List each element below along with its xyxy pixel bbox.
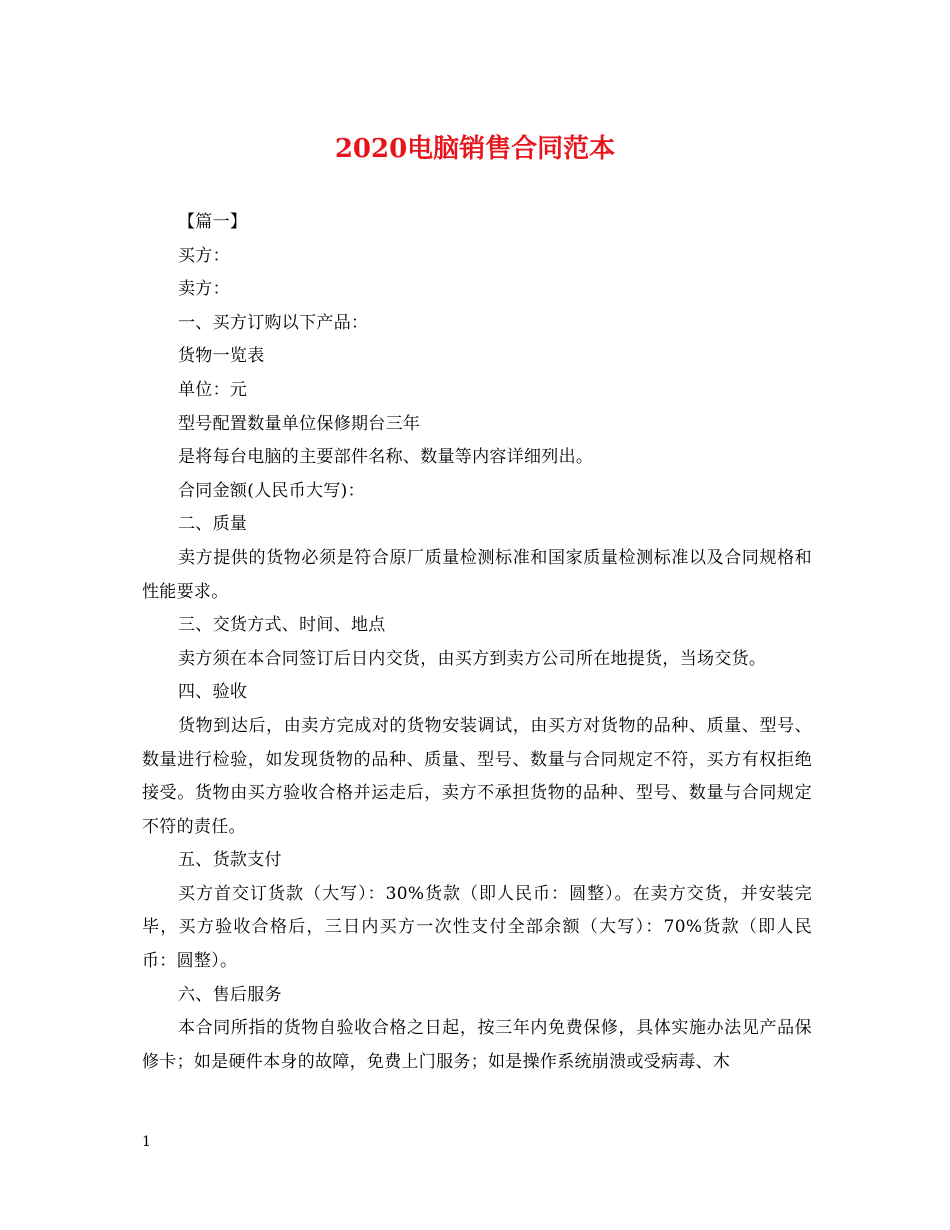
clause-heading-delivery: 三、交货方式、时间、地点 xyxy=(178,615,386,636)
acceptance-paragraph: 货物到达后，由卖方完成对的货物安装调试，由买方对货物的品种、质量、型号、数量进行检验，如发现货物的品种、质量、型号、数量与合同规定不符，买方有权拒绝接受。货物由买方验收合格并运走后，卖方不承担货物的品种、型号、数量与合同规定不符的责任。 xyxy=(142,715,812,837)
unit-line: 单位：元 xyxy=(178,379,248,400)
delivery-paragraph: 卖方须在本合同签订后日内交货，由买方到卖方公司所在地提货，当场交货。 xyxy=(178,648,767,669)
clause-heading-products: 一、买方订购以下产品： xyxy=(178,312,369,333)
section-label: 【篇一】 xyxy=(178,212,248,232)
buyer-line: 买方： xyxy=(178,245,230,266)
document-body xyxy=(142,206,812,1079)
clause-heading-after-sales: 六、售后服务 xyxy=(178,984,282,1005)
contract-amount-line: 合同金额(人民币大写)： xyxy=(178,480,365,501)
goods-list-label: 货物一览表 xyxy=(178,346,265,367)
clause-heading-quality: 二、质量 xyxy=(178,514,248,535)
seller-line: 卖方： xyxy=(178,279,230,300)
page-number: 1 xyxy=(142,1134,151,1150)
clause-heading-payment: 五、货款支付 xyxy=(178,850,282,871)
clause-heading-acceptance: 四、验收 xyxy=(178,682,248,703)
model-config-line: 型号配置数量单位保修期台三年 xyxy=(178,413,421,434)
quality-paragraph: 卖方提供的货物必须是符合原厂质量检测标准和国家质量检测标准以及合同规格和性能要求。 xyxy=(142,547,812,602)
payment-paragraph: 买方首交订货款（大写）：30%货款（即人民币：圆整）。在卖方交货，并安装完毕，买方验收合格后，三日内买方一次性支付全部余额（大写）：70%货款（即人民币：圆整）。 xyxy=(142,883,812,972)
after-sales-paragraph: 本合同所指的货物自验收合格之日起，按三年内免费保修，具体实施办法见产品保修卡；如是硬件本身的故障，免费上门服务；如是操作系统崩溃或受病毒、木 xyxy=(142,1018,812,1072)
document-title: 2020电脑销售合同范本 xyxy=(334,134,616,164)
component-list-note: 是将每台电脑的主要部件名称、数量等内容详细列出。 xyxy=(178,447,594,468)
